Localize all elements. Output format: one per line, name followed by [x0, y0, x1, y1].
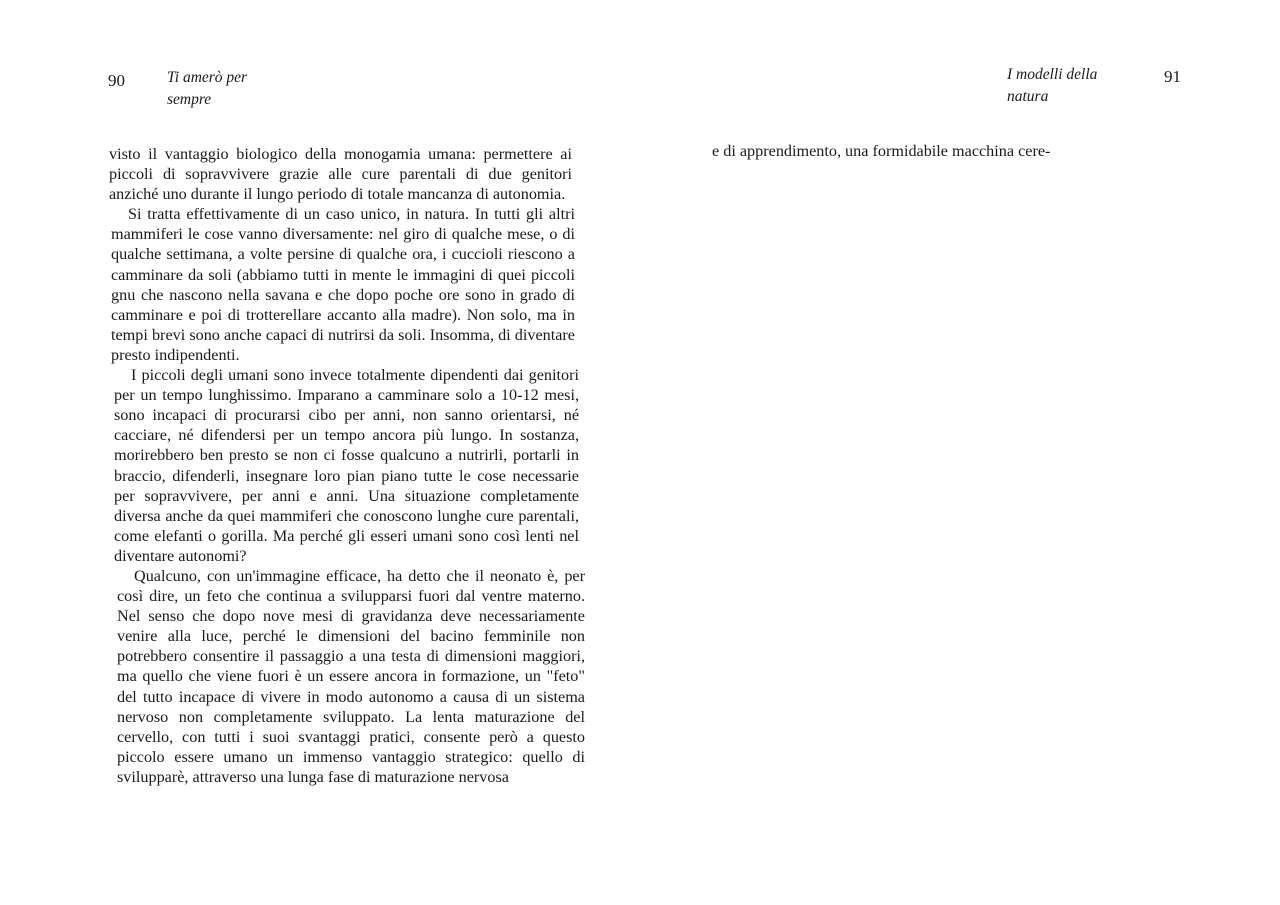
left-page-number: 90: [108, 71, 125, 90]
paragraph: Si tratta effettivamente di un caso unico, in natura. In tutti gli altri mammiferi le cose vanno diversamente: nel giro di qualche mese, o di qualche settimana, a volte persine di qualche ora, i cuccioli riescono a camminare da soli (abbiamo tutti in mente le immagini di quei piccoli gnu che nascono nella savana e che dopo poche ore sono in grado di camminare e poi di trotterellare accanto alla madre). Non solo, ma in tempi brevi sono anche capaci di nutrirsi da soli. Insomma, di diventare presto indipendenti.: [111, 205, 575, 364]
right-page-number: 91: [1164, 67, 1181, 86]
right-page-body: [712, 141, 1182, 161]
paragraph: e di apprendimento, una formidabile macchina cere-: [712, 142, 1051, 160]
paragraph: I piccoli degli umani sono invece totalmente dipendenti dai genitori per un tempo lunghissimo. Imparano a camminare solo a 10-12 mesi, sono incapaci di procurarsi cibo per anni, non sanno orientarsi, né cacciare, né difendersi per un tempo ancora più lungo. In sostanza, morirebbero ben presto se non ci fosse qualcuno a nutrirli, portarli in braccio, difenderli, insegnare loro pian piano tutte le cose necessarie per sopravvivere, per anni e anni. Una situazione completamente diversa anche da quei mammiferi che conoscono lunghe cure parentali, come elefanti o gorilla. Ma perché gli esseri umani sono così lenti nel diventare autonomi?: [114, 366, 579, 565]
right-running-head: I modelli della natura: [1007, 66, 1098, 105]
left-running-head: Ti amerò per sempre: [167, 69, 248, 108]
paragraph: Qualcuno, con un'immagine efficace, ha detto che il neonato è, per così dire, un feto che continua a svilupparsi fuori dal ventre materno. Nel senso che dopo nove mesi di gravidanza deve necessariamente venire alla luce, perché le dimensioni del bacino femminile non potrebbero consentire il passaggio a una testa di dimensioni maggiori, ma quello che viene fuori è un essere ancora in formazione, un "feto" del tutto incapace di vivere in modo autonomo a causa di un sistema nervoso non completamente sviluppato. La lenta maturazione del cervello, con tutti i suoi svantaggi pratici, consente però a questo piccolo essere umano un immenso vantaggio strategico: quello di svilupparè, attraverso una lunga fase di maturazione nervosa: [117, 566, 585, 786]
paragraph: visto il vantaggio biologico della monogamia umana: permettere ai piccoli di sopravvivere grazie alle cure parentali di due genitori anziché uno durante il lungo periodo di totale mancanza di autonomia.: [109, 145, 572, 204]
left-page-body: [109, 144, 585, 787]
